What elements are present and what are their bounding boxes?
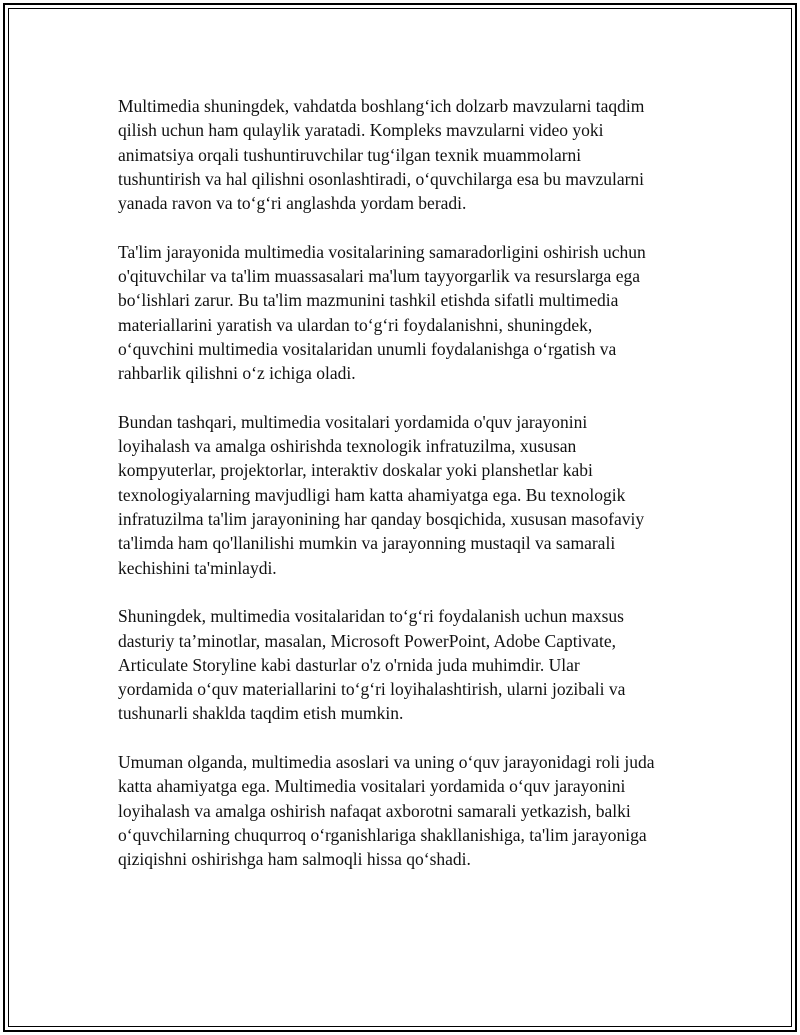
paragraph-line: Bundan tashqari, multimedia vositalari yordamida o'quv jarayonini [118, 411, 588, 432]
paragraph-line: o‘quvchilarning chuqurroq o‘rganishlariga shakllanishiga, ta'lim jarayoniga [118, 824, 647, 845]
paragraph-line: qilish uchun ham qulaylik yaratadi. Kompleks mavzularni video yoki [118, 120, 604, 141]
paragraph-line: loyihalash va amalga oshirishda texnologik infratuzilma, xususan [118, 436, 577, 457]
paragraph-1 [118, 94, 698, 215]
paragraph-line: loyihalash va amalga oshirish nafaqat axborotni samarali yetkazish, balki [118, 800, 631, 821]
paragraph-line: animatsiya orqali tushuntiruvchilar tug‘ilgan texnik muammolarni [118, 144, 582, 165]
paragraph-line: Articulate Storyline kabi dasturlar o'z o'rnida juda muhimdir. Ular [118, 654, 580, 675]
paragraph-line: yordamida o‘quv materiallarini to‘g‘ri loyihalashtirish, ularni jozibali va [118, 679, 626, 700]
paragraph-2 [118, 240, 698, 386]
paragraph-line: dasturiy ta’minotlar, masalan, Microsoft PowerPoint, Adobe Captivate, [118, 630, 616, 651]
paragraph-5 [118, 750, 698, 871]
paragraph-line: kompyuterlar, projektorlar, interaktiv doskalar yoki planshetlar kabi [118, 460, 593, 481]
paragraph-line: katta ahamiyatga ega. Multimedia vositalari yordamida o‘quv jarayonini [118, 776, 626, 797]
paragraph-line: Ta'lim jarayonida multimedia vositalarining samaradorligini oshirish uchun [118, 241, 646, 262]
paragraph-line: o'qituvchilar va ta'lim muassasalari ma'lum tayyorgarlik va resurslarga ega [118, 266, 640, 287]
paragraph-line: Shuningdek, multimedia vositalaridan to‘g‘ri foydalanish uchun maxsus [118, 606, 624, 627]
paragraph-line: yanada ravon va to‘g‘ri anglashda yordam beradi. [118, 193, 467, 214]
paragraph-line: tushuntirish va hal qilishni osonlashtiradi, o‘quvchilarga esa bu mavzularni [118, 168, 645, 189]
paragraph-line: o‘quvchini multimedia vositalaridan unumli foydalanishga o‘rgatish va [118, 338, 617, 359]
paragraph-line: ta'limda ham qo'llanilishi mumkin va jarayonning mustaqil va samarali [118, 533, 616, 554]
paragraph-line: qiziqishni oshirishga ham salmoqli hissa qo‘shadi. [118, 849, 471, 870]
paragraph-4 [118, 604, 698, 725]
paragraph-line: Multimedia shuningdek, vahdatda boshlang‘ich dolzarb mavzularni taqdim [118, 96, 645, 116]
paragraph-line: tushunarli shaklda taqdim etish mumkin. [118, 703, 404, 724]
paragraph-line: infratuzilma ta'lim jarayonining har qanday bosqichida, xususan masofaviy [118, 509, 645, 530]
document-body [118, 94, 698, 896]
paragraph-line: texnologiyalarning mavjudligi ham katta ahamiyatga ega. Bu texnologik [118, 484, 626, 505]
paragraph-line: Umuman olganda, multimedia asoslari va uning o‘quv jarayonidagi roli juda [118, 752, 655, 773]
paragraph-line: kechishini ta'minlaydi. [118, 557, 277, 578]
paragraph-line: materiallarini yaratish va ulardan to‘g‘ri foydalanishni, shuningdek, [118, 314, 593, 335]
paragraph-line: bo‘lishlari zarur. Bu ta'lim mazmunini tashkil etishda sifatli multimedia [118, 290, 619, 311]
paragraph-3 [118, 410, 698, 580]
paragraph-line: rahbarlik qilishni o‘z ichiga oladi. [118, 363, 356, 384]
